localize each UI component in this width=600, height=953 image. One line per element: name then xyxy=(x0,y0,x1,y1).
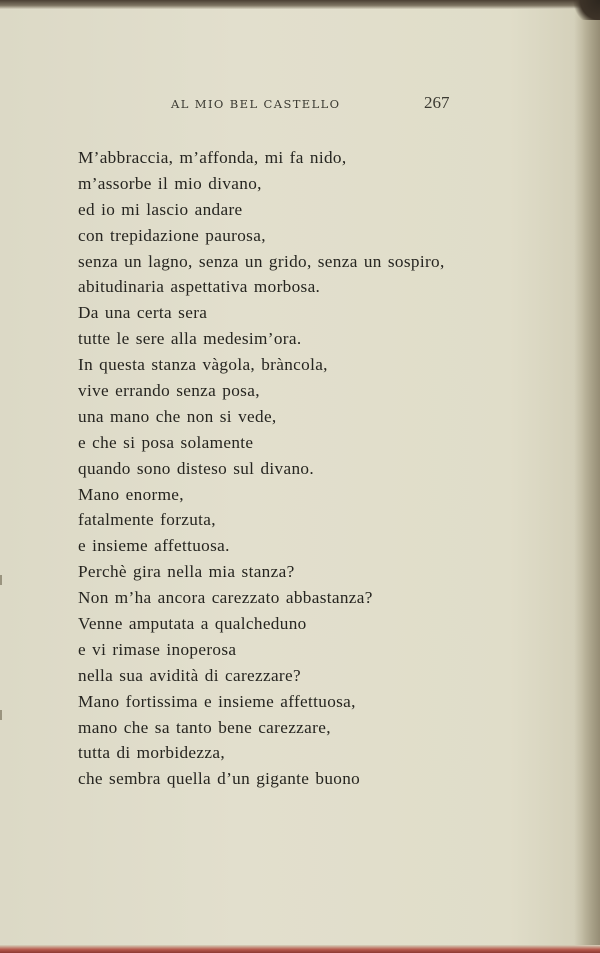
page-number: 267 xyxy=(424,93,450,112)
poem-line: Venne amputata a qualcheduno xyxy=(78,614,307,634)
page-edge-mark xyxy=(0,575,2,585)
running-title: AL MIO BEL CASTELLO xyxy=(171,97,341,111)
poem-line: fatalmente forzuta, xyxy=(78,510,216,530)
poem-line: che sembra quella d’un gigante buono xyxy=(78,769,361,789)
poem-line: Mano enorme, xyxy=(78,484,184,504)
poem-line: m’assorbe il mio divano, xyxy=(78,173,262,193)
poem-line: vive errando senza posa, xyxy=(78,381,260,401)
poem-line: M’abbraccia, m’affonda, mi fa nido, xyxy=(78,148,347,167)
poem-line: quando sono disteso sul divano. xyxy=(78,458,314,478)
poem-line: una mano che non si vede, xyxy=(78,406,277,426)
page-gutter-shadow xyxy=(574,0,600,953)
poem-line: Mano fortissima e insieme affettuosa, xyxy=(78,691,356,711)
poem-line: mano che sa tanto bene carezzare, xyxy=(78,717,331,737)
poem-line: tutta di morbidezza, xyxy=(78,743,225,763)
poem-line: Perchè gira nella mia stanza? xyxy=(78,562,295,582)
poem-line: nella sua avidità di carezzare? xyxy=(78,665,301,685)
poem-line: In questa stanza vàgola, bràncola, xyxy=(78,355,328,375)
poem-line: con trepidazione paurosa, xyxy=(78,225,266,245)
poem-line: abitudinaria aspettativa morbosa. xyxy=(78,277,321,297)
page-top-edge xyxy=(0,0,600,9)
page-edge-mark xyxy=(0,710,2,720)
poem-body xyxy=(78,145,548,792)
poem-line: e insieme affettuosa. xyxy=(78,536,230,556)
poem-line: Non m’ha ancora carezzato abbastanza? xyxy=(78,588,373,608)
poem-line: Da una certa sera xyxy=(78,303,208,323)
poem-line: e che si posa solamente xyxy=(78,432,254,452)
poem-line: tutte le sere alla medesim’ora. xyxy=(78,329,302,349)
poem-line: senza un lagno, senza un grido, senza un sospiro, xyxy=(78,251,445,271)
page-corner-shadow xyxy=(570,0,600,20)
poem-line: e vi rimase inoperosa xyxy=(78,639,237,659)
poem-line: ed io mi lascio andare xyxy=(78,199,243,219)
page-bottom-edge xyxy=(0,945,600,953)
